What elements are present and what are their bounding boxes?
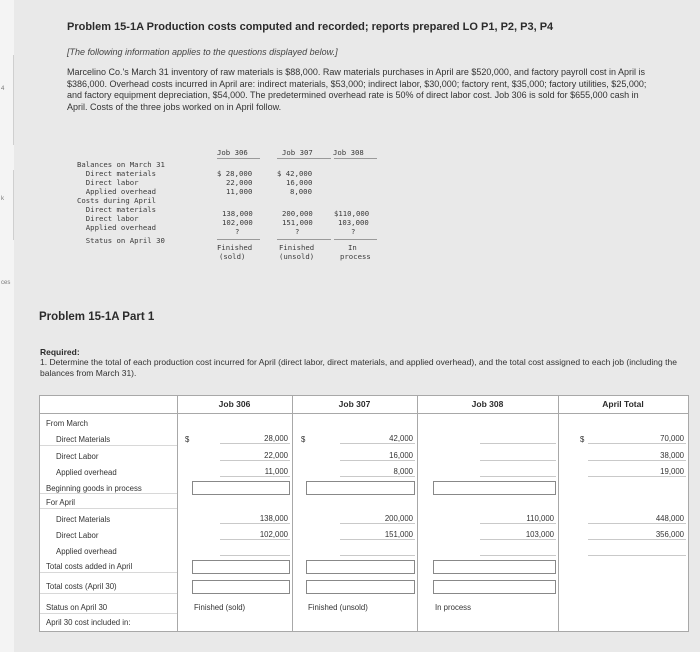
- given-status: Finished: [217, 243, 253, 252]
- row-divider: [40, 613, 177, 614]
- row-divider: [40, 508, 177, 509]
- job307-dl-march: 16,000: [389, 451, 413, 460]
- given-label: Direct materials: [77, 205, 157, 214]
- job306-dm-march-cell[interactable]: [220, 432, 290, 444]
- job306-dl-march: 22,000: [264, 451, 288, 460]
- job308-total-costs-input[interactable]: [433, 580, 556, 594]
- row-divider: [40, 493, 177, 494]
- row-label: Applied overhead: [56, 468, 117, 477]
- given-label: Applied overhead: [77, 187, 157, 196]
- given-value: 138,000: [222, 209, 253, 218]
- given-rule: [217, 158, 260, 159]
- job308-dm-april-cell[interactable]: [480, 512, 556, 524]
- total-oh-march: 19,000: [660, 467, 684, 476]
- part-title: Problem 15-1A Part 1: [39, 311, 155, 323]
- given-header-job308: Job 308: [333, 148, 364, 157]
- job307-dl-april-cell[interactable]: [340, 528, 415, 540]
- required-title: Required:: [40, 347, 80, 357]
- currency-symbol: $: [301, 435, 306, 444]
- job307-oh-april-input[interactable]: [340, 544, 415, 556]
- job307-dm-march-cell[interactable]: [340, 432, 415, 444]
- given-status: (unsold): [279, 252, 315, 261]
- currency-symbol: $: [185, 435, 190, 444]
- job306-status: Finished (sold): [194, 603, 246, 612]
- left-sidebar-strip: [0, 0, 14, 652]
- given-status: Finished: [279, 243, 315, 252]
- total-dm-april: 448,000: [655, 514, 684, 523]
- sidebar-label-3: ces: [1, 280, 11, 286]
- row-divider: [40, 572, 177, 573]
- row-label: Applied overhead: [56, 547, 117, 556]
- given-label: Status on April 30: [77, 236, 165, 245]
- job306-dl-april-cell[interactable]: [220, 528, 290, 540]
- column-divider: [292, 396, 293, 631]
- job306-beginning-goods-input[interactable]: [192, 481, 290, 495]
- total-oh-march-cell[interactable]: [588, 465, 686, 477]
- job308-dl-april: 103,000: [525, 530, 554, 539]
- job307-dl-march-cell[interactable]: [340, 449, 415, 461]
- header-job308: Job 308: [471, 399, 504, 409]
- job307-oh-march-cell[interactable]: [340, 465, 415, 477]
- job308-status: In process: [435, 603, 471, 612]
- given-label: Direct labor: [77, 178, 139, 187]
- given-rule: [217, 239, 260, 240]
- job307-dl-april: 151,000: [384, 530, 413, 539]
- sidebar-label-2: k: [1, 196, 4, 202]
- row-label: Total costs added in April: [46, 562, 133, 571]
- row-label: For April: [46, 498, 76, 507]
- given-value: 8,000: [290, 187, 312, 196]
- given-value: 22,000: [226, 178, 253, 187]
- column-divider: [558, 396, 559, 631]
- problem-title: Problem 15-1A Production costs computed and recorded; reports prepared LO P1, P2, P3, P4: [67, 21, 554, 33]
- job308-dm-march-input[interactable]: [480, 432, 556, 444]
- given-status: process: [340, 252, 371, 261]
- given-label: Costs during April: [77, 196, 157, 205]
- total-dm-march: 70,000: [660, 434, 684, 443]
- given-value: ?: [351, 227, 356, 236]
- job306-dl-april: 102,000: [259, 530, 288, 539]
- job308-beginning-goods-input[interactable]: [433, 481, 556, 495]
- given-value: 103,000: [338, 218, 369, 227]
- given-label: Balances on March 31: [77, 160, 165, 169]
- sidebar-label-1: 4: [1, 86, 5, 92]
- column-divider: [177, 396, 178, 631]
- given-rule: [334, 158, 377, 159]
- job306-dm-april: 138,000: [259, 514, 288, 523]
- given-label: Direct labor: [77, 214, 139, 223]
- row-label: Total costs (April 30): [46, 582, 117, 591]
- job307-dm-april: 200,000: [384, 514, 413, 523]
- job307-oh-march: 8,000: [393, 467, 413, 476]
- job306-oh-april-input[interactable]: [220, 544, 290, 556]
- header-april-total: April Total: [602, 399, 644, 409]
- total-oh-april-input[interactable]: [588, 544, 686, 556]
- required-text: 1. Determine the total of each production cost incurred for April (direct labor, direct materials, and applied overhead), and the total cost assigned to each job (including the balances from March 31).: [40, 357, 677, 378]
- given-value: $ 42,000: [277, 169, 313, 178]
- job306-total-added-input[interactable]: [192, 560, 290, 574]
- job306-dm-march: 28,000: [264, 434, 288, 443]
- given-value: 16,000: [286, 178, 313, 187]
- job308-dm-april: 110,000: [526, 514, 554, 523]
- given-rule: [277, 239, 331, 240]
- given-rule: [334, 239, 377, 240]
- row-divider: [40, 445, 177, 446]
- job306-oh-march-cell[interactable]: [220, 465, 290, 477]
- row-label: From March: [46, 419, 89, 428]
- header-job307: Job 307: [338, 399, 371, 409]
- row-label: Direct Materials: [56, 435, 111, 444]
- given-status: (sold): [219, 252, 246, 261]
- given-value: 151,000: [282, 218, 313, 227]
- job307-dm-march: 42,000: [389, 434, 413, 443]
- job306-total-costs-input[interactable]: [192, 580, 290, 594]
- given-value: $110,000: [334, 209, 370, 218]
- given-value: ?: [295, 227, 300, 236]
- row-label: Direct Labor: [56, 531, 99, 540]
- job308-total-added-input[interactable]: [433, 560, 556, 574]
- given-rule: [277, 158, 331, 159]
- cost-worksheet: [39, 395, 689, 632]
- column-divider: [417, 396, 418, 631]
- given-value: ?: [235, 227, 240, 236]
- job308-oh-march-input[interactable]: [480, 465, 556, 477]
- given-label: Direct materials: [77, 169, 157, 178]
- given-value: 11,000: [226, 187, 253, 196]
- problem-page: [14, 0, 700, 652]
- total-dm-march-cell[interactable]: [588, 432, 686, 444]
- row-label: Beginning goods in process: [46, 484, 142, 493]
- total-dl-april: 356,000: [655, 530, 684, 539]
- problem-description: Marcelino Co.'s March 31 inventory of raw materials is $88,000. Raw materials purchases in April are $520,000, and factory payroll cost in April is $386,000. Overhead costs incurred in April are: indirect materials, $53,000; indirect labor, $30,000; factory rent, $35,000; factory utilities, $25,000; and factory equipment depreciation, $54,000. The predetermined overhead rate is 50% of direct labor cost. Job 306 is sold for $655,000 cash in April. Costs of the three jobs worked on in April follow.: [67, 67, 647, 112]
- header-divider: [40, 413, 688, 414]
- given-header-job307: Job 307: [282, 148, 313, 157]
- job308-dl-march-input[interactable]: [480, 449, 556, 461]
- given-header-job306: Job 306: [217, 148, 248, 157]
- problem-subtitle: [The following information applies to the questions displayed below.]: [67, 47, 338, 57]
- job307-dm-april-cell[interactable]: [340, 512, 415, 524]
- given-label: Applied overhead: [77, 223, 157, 232]
- row-label: April 30 cost included in:: [46, 618, 131, 627]
- job307-total-added-input[interactable]: [306, 560, 415, 574]
- row-label: Status on April 30: [46, 603, 108, 612]
- given-value: $ 28,000: [217, 169, 253, 178]
- job307-beginning-goods-input[interactable]: [306, 481, 415, 495]
- row-label: Direct Labor: [56, 452, 99, 461]
- job307-status: Finished (unsold): [308, 603, 368, 612]
- job306-dl-march-cell[interactable]: [220, 449, 290, 461]
- row-divider: [40, 593, 177, 594]
- job306-oh-march: 11,000: [264, 467, 288, 476]
- total-dl-april-cell[interactable]: [588, 528, 686, 540]
- job306-dm-april-cell[interactable]: [220, 512, 290, 524]
- given-value: 200,000: [282, 209, 313, 218]
- given-status: In: [348, 243, 357, 252]
- total-dl-march-cell[interactable]: [588, 449, 686, 461]
- job307-total-costs-input[interactable]: [306, 580, 415, 594]
- currency-symbol: $: [580, 435, 585, 444]
- job308-dl-april-cell[interactable]: [480, 528, 556, 540]
- row-label: Direct Materials: [56, 515, 111, 524]
- total-dl-march: 38,000: [660, 451, 684, 460]
- header-job306: Job 306: [218, 399, 251, 409]
- total-dm-april-cell[interactable]: [588, 512, 686, 524]
- job308-oh-april-input[interactable]: [480, 544, 556, 556]
- given-value: 102,000: [222, 218, 253, 227]
